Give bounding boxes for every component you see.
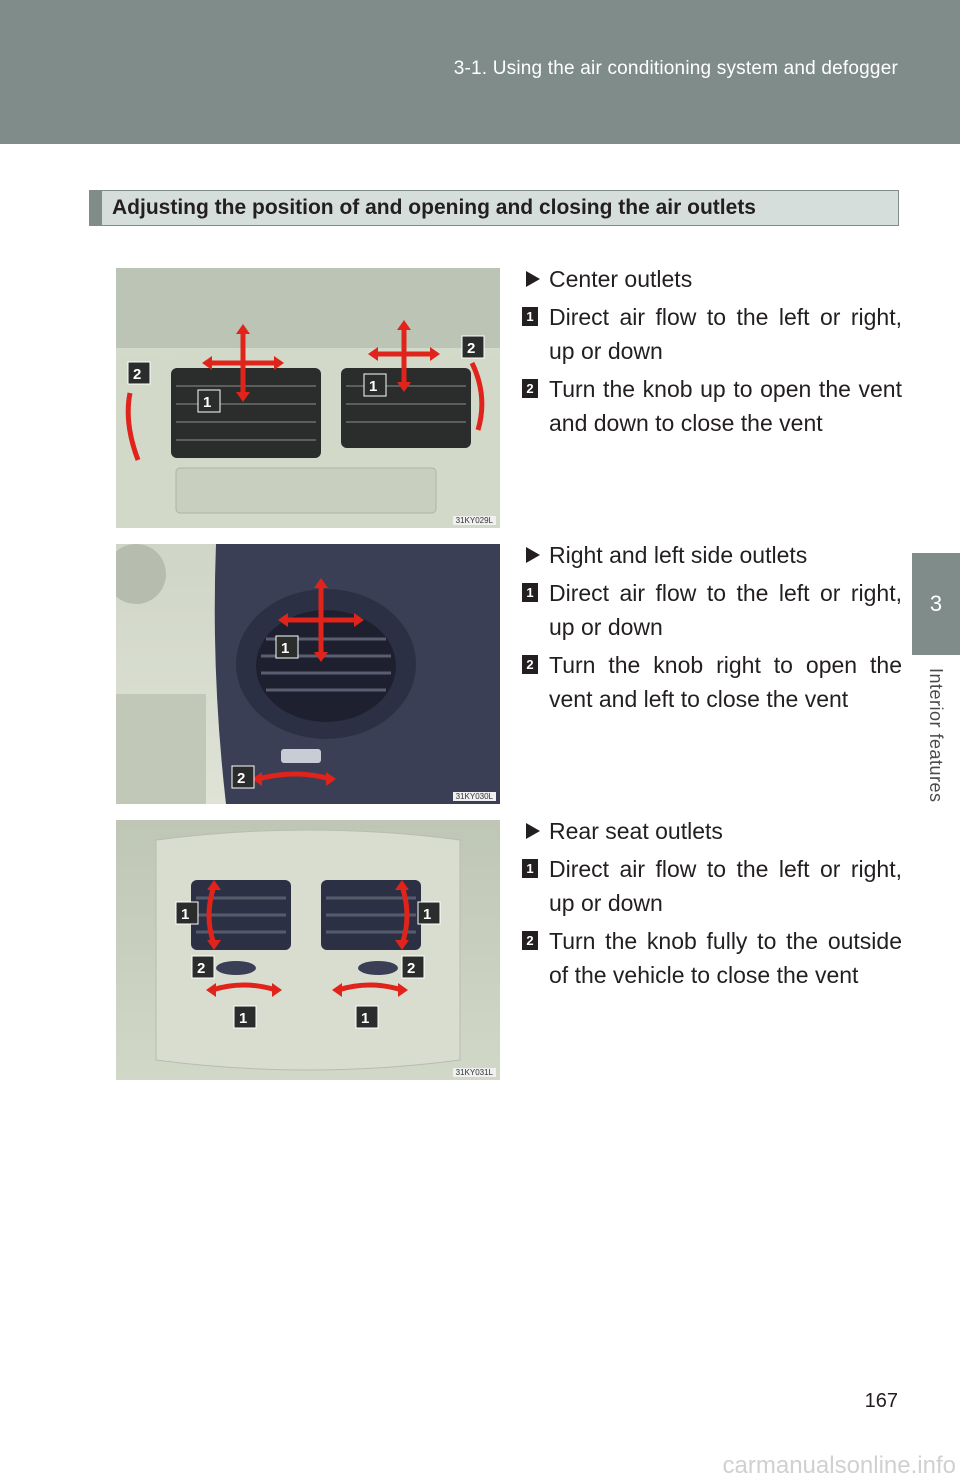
triangle-bullet-icon: [526, 823, 540, 839]
step-number-badge: 1: [522, 307, 538, 326]
image-code: 31KY029L: [453, 516, 496, 525]
center-outlets-image: [116, 268, 500, 528]
callout-2: 2: [407, 960, 416, 977]
callout-1: 1: [281, 640, 290, 657]
step-2: 2 Turn the knob right to open the vent and left to close the vent: [522, 648, 902, 716]
chapter-label: Interior features: [926, 668, 946, 803]
step-2: 2 Turn the knob fully to the outside of the vehicle to close the vent: [522, 924, 902, 992]
step-number-badge: 1: [522, 583, 538, 602]
callout-1: 1: [181, 906, 190, 923]
image-code: 31KY030L: [453, 792, 496, 801]
step-1: 1 Direct air flow to the left or right, up or down: [522, 852, 902, 920]
section-heading: [89, 190, 899, 226]
callout-2-right: 2: [467, 340, 476, 357]
heading-accent: [90, 191, 102, 225]
side-outlets-illustration: [116, 544, 500, 804]
chapter-number: 3: [929, 591, 943, 616]
step-number-badge: 2: [522, 931, 538, 950]
chapter-tab[interactable]: [912, 553, 960, 655]
callout-2-left: 2: [133, 366, 142, 383]
side-outlets-text: [522, 538, 902, 716]
step-1: 1 Direct air flow to the left or right, up or down: [522, 300, 902, 368]
side-outlets-image: [116, 544, 500, 804]
callout-1-right: 1: [369, 378, 378, 395]
step-number-badge: 2: [522, 655, 538, 674]
callout-1-left: 1: [203, 394, 212, 411]
header-bar: [0, 0, 960, 144]
page-number: 167: [864, 1390, 898, 1412]
rear-outlets-illustration: [116, 820, 500, 1080]
triangle-bullet-icon: [526, 547, 540, 563]
callout-1: 1: [239, 1010, 248, 1027]
center-outlets-text: [522, 262, 902, 440]
section-title: 3-1. Using the air conditioning system and defogger: [453, 58, 898, 79]
rear-outlets-text: [522, 814, 902, 992]
callout-2: 2: [197, 960, 206, 977]
callout-1: 1: [361, 1010, 370, 1027]
image-code: 31KY031L: [453, 1068, 496, 1077]
item-title: Right and left side outlets: [522, 538, 902, 572]
heading-text: Adjusting the position of and opening and closing the air outlets: [112, 196, 756, 219]
triangle-bullet-icon: [526, 271, 540, 287]
step-number-badge: 1: [522, 859, 538, 878]
center-outlets-illustration: [116, 268, 500, 528]
step-2: 2 Turn the knob up to open the vent and down to close the vent: [522, 372, 902, 440]
watermark[interactable]: carmanualsonline.info: [722, 1452, 956, 1479]
callout-2: 2: [237, 770, 246, 787]
step-number-badge: 2: [522, 379, 538, 398]
rear-outlets-image: [116, 820, 500, 1080]
item-title: Rear seat outlets: [522, 814, 902, 848]
item-title: Center outlets: [522, 262, 902, 296]
callout-1: 1: [423, 906, 432, 923]
step-1: 1 Direct air flow to the left or right, up or down: [522, 576, 902, 644]
